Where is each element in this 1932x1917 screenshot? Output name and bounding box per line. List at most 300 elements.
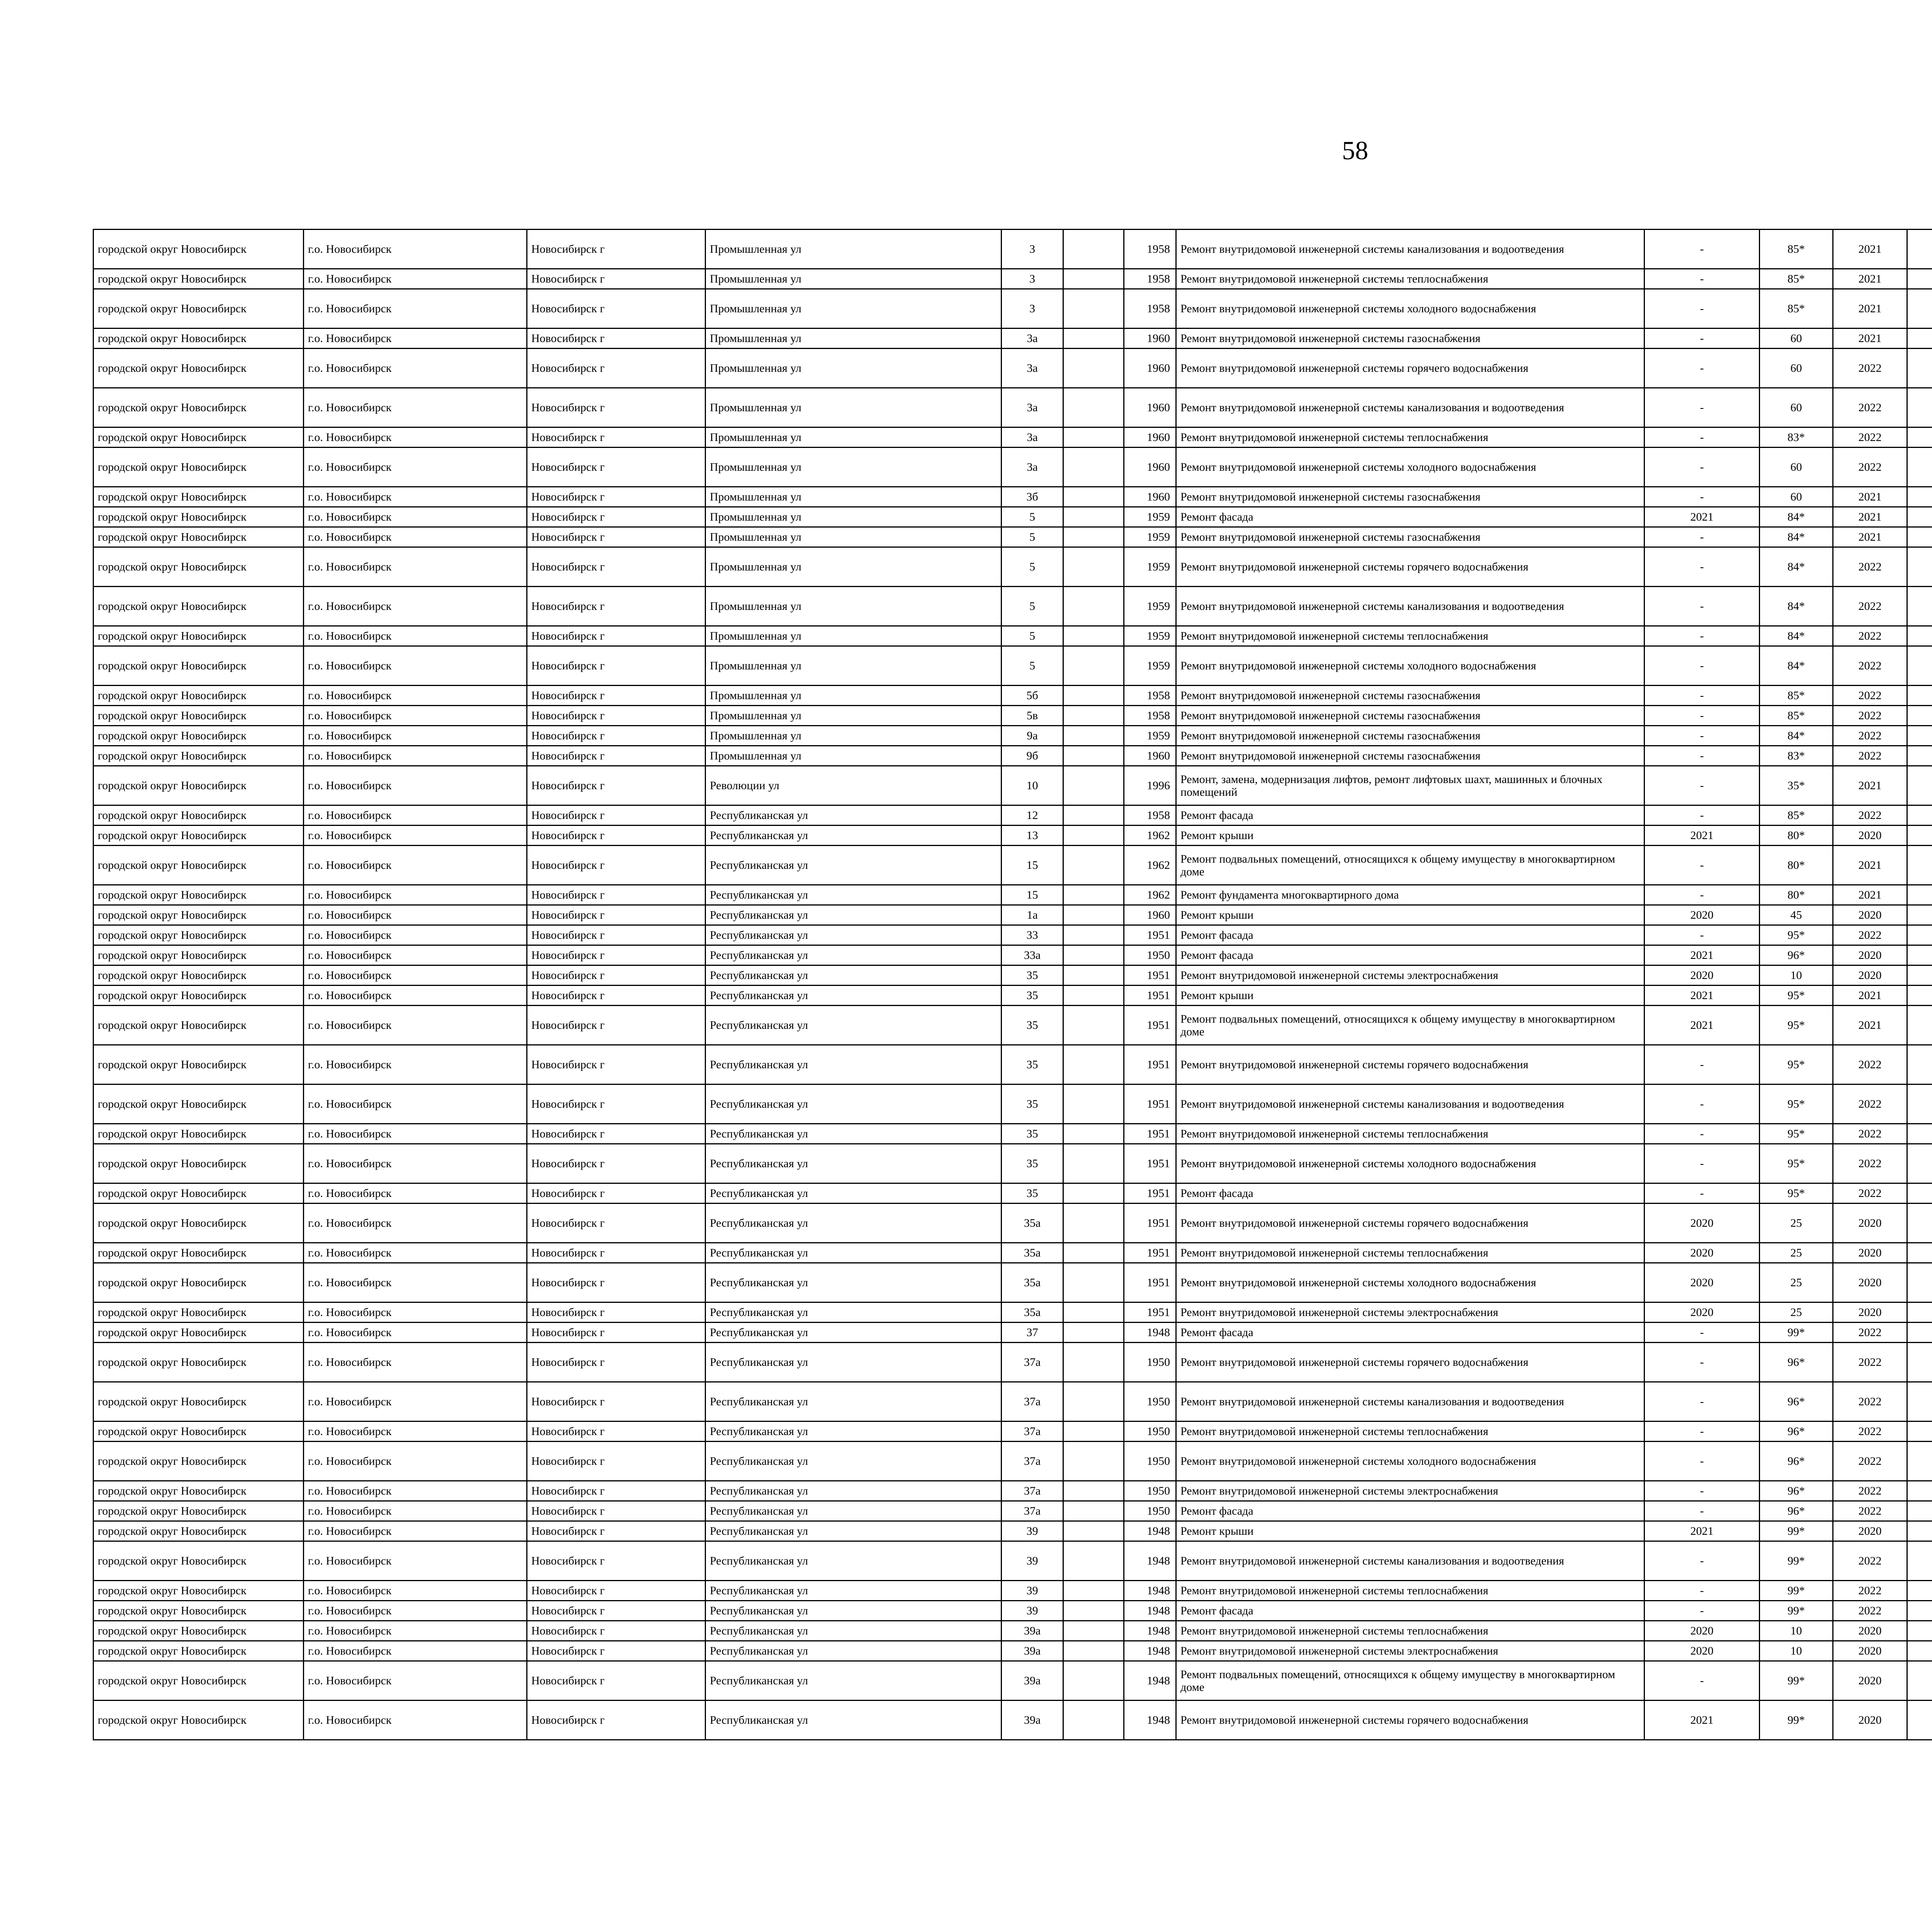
cell-year-start: 2022: [1833, 1581, 1907, 1601]
table-row: [94, 1084, 1932, 1124]
cell-year-start: 2020: [1833, 905, 1907, 925]
cell-work-type: Ремонт внутридомовой инженерной системы газоснабжения: [1176, 686, 1645, 706]
cell-house: 35а: [1002, 1204, 1063, 1243]
cell-work-type: Ремонт внутридомовой инженерной системы теплоснабжения: [1176, 1621, 1645, 1641]
cell-street: Республиканская ул: [706, 1243, 1002, 1263]
cell-year-end: [1907, 1084, 1932, 1124]
cell-year-end: [1907, 726, 1932, 746]
cell-building: [1063, 1263, 1124, 1302]
cell-year-start: 2022: [1833, 1501, 1907, 1521]
cell-building: [1063, 686, 1124, 706]
cell-wear: 25: [1760, 1263, 1833, 1302]
cell-year-start: 2022: [1833, 1183, 1907, 1204]
cell-building: [1063, 1084, 1124, 1124]
repair-program-table: [93, 229, 1932, 1740]
cell-completion-plan: -: [1645, 686, 1760, 706]
cell-street: Республиканская ул: [706, 1501, 1002, 1521]
cell-wear: 95*: [1760, 1124, 1833, 1144]
cell-year-start: 2022: [1833, 1481, 1907, 1501]
cell-settlement: г.о. Новосибирск: [304, 925, 527, 945]
cell-year-end: [1907, 1501, 1932, 1521]
cell-completion-plan: -: [1645, 1382, 1760, 1422]
cell-year-start: 2022: [1833, 1422, 1907, 1442]
cell-year-end: [1907, 547, 1932, 587]
cell-completion-plan: -: [1645, 726, 1760, 746]
cell-building: [1063, 1661, 1124, 1701]
cell-year-end: [1907, 1601, 1932, 1621]
cell-settlement: г.о. Новосибирск: [304, 1323, 527, 1343]
table-row: [94, 388, 1932, 427]
cell-house: 39а: [1002, 1661, 1063, 1701]
cell-year-start: 2022: [1833, 1045, 1907, 1084]
cell-house: 13: [1002, 826, 1063, 846]
cell-wear: 60: [1760, 448, 1833, 487]
cell-settlement: г.о. Новосибирск: [304, 1641, 527, 1661]
cell-city: Новосибирск г: [527, 626, 706, 646]
cell-house: 35: [1002, 965, 1063, 986]
cell-year-built: 1951: [1124, 1006, 1176, 1045]
cell-wear: 84*: [1760, 587, 1833, 626]
cell-year-end: [1907, 1124, 1932, 1144]
cell-street: Республиканская ул: [706, 1323, 1002, 1343]
cell-city: Новосибирск г: [527, 1701, 706, 1740]
cell-wear: 96*: [1760, 1382, 1833, 1422]
cell-completion-plan: -: [1645, 1501, 1760, 1521]
cell-city: Новосибирск г: [527, 1382, 706, 1422]
cell-completion-plan: -: [1645, 289, 1760, 329]
cell-settlement: г.о. Новосибирск: [304, 1045, 527, 1084]
cell-street: Республиканская ул: [706, 1621, 1002, 1641]
cell-year-end: [1907, 1323, 1932, 1343]
cell-year-start: 2022: [1833, 626, 1907, 646]
cell-completion-plan: -: [1645, 1144, 1760, 1183]
cell-work-type: Ремонт внутридомовой инженерной системы теплоснабжения: [1176, 1124, 1645, 1144]
cell-year-built: 1958: [1124, 289, 1176, 329]
cell-year-end: [1907, 1541, 1932, 1581]
cell-house: 39: [1002, 1541, 1063, 1581]
cell-year-built: 1951: [1124, 1183, 1176, 1204]
cell-building: [1063, 1343, 1124, 1382]
cell-wear: 99*: [1760, 1521, 1833, 1541]
cell-building: [1063, 885, 1124, 905]
cell-settlement: г.о. Новосибирск: [304, 527, 527, 547]
cell-year-end: [1907, 626, 1932, 646]
cell-building: [1063, 1382, 1124, 1422]
cell-city: Новосибирск г: [527, 1263, 706, 1302]
cell-wear: 96*: [1760, 1501, 1833, 1521]
cell-city: Новосибирск г: [527, 587, 706, 626]
cell-street: Промышленная ул: [706, 746, 1002, 766]
cell-house: 37а: [1002, 1481, 1063, 1501]
cell-house: 35: [1002, 1084, 1063, 1124]
cell-work-type: Ремонт внутридомовой инженерной системы теплоснабжения: [1176, 1243, 1645, 1263]
cell-municipality: городской округ Новосибирск: [94, 547, 304, 587]
cell-year-start: 2022: [1833, 427, 1907, 448]
cell-year-built: 1951: [1124, 965, 1176, 986]
cell-year-end: [1907, 1302, 1932, 1323]
cell-year-built: 1950: [1124, 1481, 1176, 1501]
cell-work-type: Ремонт, замена, модернизация лифтов, ремонт лифтовых шахт, машинных и блочных помещений: [1176, 766, 1645, 805]
cell-year-start: 2021: [1833, 289, 1907, 329]
cell-house: 37а: [1002, 1501, 1063, 1521]
cell-municipality: городской округ Новосибирск: [94, 1442, 304, 1481]
cell-work-type: Ремонт фасада: [1176, 805, 1645, 826]
cell-work-type: Ремонт внутридомовой инженерной системы горячего водоснабжения: [1176, 1045, 1645, 1084]
cell-municipality: городской округ Новосибирск: [94, 646, 304, 686]
cell-work-type: Ремонт внутридомовой инженерной системы холодного водоснабжения: [1176, 1263, 1645, 1302]
cell-settlement: г.о. Новосибирск: [304, 746, 527, 766]
cell-wear: 85*: [1760, 289, 1833, 329]
table-row: [94, 746, 1932, 766]
cell-wear: 99*: [1760, 1701, 1833, 1740]
cell-settlement: г.о. Новосибирск: [304, 448, 527, 487]
cell-completion-plan: -: [1645, 706, 1760, 726]
cell-completion-plan: 2020: [1645, 1302, 1760, 1323]
cell-year-built: 1951: [1124, 1243, 1176, 1263]
cell-year-start: 2022: [1833, 448, 1907, 487]
cell-year-built: 1958: [1124, 706, 1176, 726]
cell-year-start: 2020: [1833, 826, 1907, 846]
table-row: [94, 826, 1932, 846]
cell-wear: 95*: [1760, 1045, 1833, 1084]
cell-municipality: городской округ Новосибирск: [94, 1382, 304, 1422]
cell-municipality: городской округ Новосибирск: [94, 1124, 304, 1144]
cell-wear: 85*: [1760, 686, 1833, 706]
cell-municipality: городской округ Новосибирск: [94, 766, 304, 805]
cell-house: 35: [1002, 1006, 1063, 1045]
cell-year-built: 1960: [1124, 329, 1176, 349]
cell-municipality: городской округ Новосибирск: [94, 1006, 304, 1045]
cell-municipality: городской округ Новосибирск: [94, 1521, 304, 1541]
cell-street: Промышленная ул: [706, 388, 1002, 427]
cell-completion-plan: -: [1645, 626, 1760, 646]
cell-settlement: г.о. Новосибирск: [304, 1422, 527, 1442]
cell-street: Республиканская ул: [706, 1144, 1002, 1183]
cell-year-start: 2022: [1833, 726, 1907, 746]
cell-municipality: городской округ Новосибирск: [94, 388, 304, 427]
cell-municipality: городской округ Новосибирск: [94, 1204, 304, 1243]
table-row: [94, 706, 1932, 726]
cell-year-end: [1907, 587, 1932, 626]
cell-year-end: [1907, 1701, 1932, 1740]
cell-house: 37: [1002, 1323, 1063, 1343]
cell-house: 37а: [1002, 1422, 1063, 1442]
cell-municipality: городской округ Новосибирск: [94, 1343, 304, 1382]
cell-settlement: г.о. Новосибирск: [304, 706, 527, 726]
cell-city: Новосибирск г: [527, 1343, 706, 1382]
cell-wear: 99*: [1760, 1581, 1833, 1601]
cell-work-type: Ремонт внутридомовой инженерной системы электроснабжения: [1176, 1302, 1645, 1323]
cell-wear: 95*: [1760, 1006, 1833, 1045]
cell-settlement: г.о. Новосибирск: [304, 487, 527, 507]
cell-year-end: [1907, 1183, 1932, 1204]
cell-municipality: городской округ Новосибирск: [94, 1144, 304, 1183]
cell-house: 33: [1002, 925, 1063, 945]
table-row: [94, 1204, 1932, 1243]
cell-settlement: г.о. Новосибирск: [304, 846, 527, 885]
cell-building: [1063, 986, 1124, 1006]
cell-wear: 80*: [1760, 826, 1833, 846]
cell-settlement: г.о. Новосибирск: [304, 1541, 527, 1581]
cell-year-start: 2022: [1833, 706, 1907, 726]
cell-work-type: Ремонт внутридомовой инженерной системы электроснабжения: [1176, 1481, 1645, 1501]
cell-settlement: г.о. Новосибирск: [304, 1124, 527, 1144]
cell-settlement: г.о. Новосибирск: [304, 1302, 527, 1323]
cell-work-type: Ремонт подвальных помещений, относящихся к общему имуществу в многоквартирном доме: [1176, 846, 1645, 885]
cell-street: Республиканская ул: [706, 965, 1002, 986]
cell-completion-plan: 2021: [1645, 945, 1760, 965]
cell-year-end: [1907, 1521, 1932, 1541]
cell-wear: 96*: [1760, 1481, 1833, 1501]
cell-house: 15: [1002, 846, 1063, 885]
cell-year-built: 1948: [1124, 1661, 1176, 1701]
cell-work-type: Ремонт внутридомовой инженерной системы теплоснабжения: [1176, 626, 1645, 646]
cell-city: Новосибирск г: [527, 1124, 706, 1144]
cell-municipality: городской округ Новосибирск: [94, 706, 304, 726]
cell-city: Новосибирск г: [527, 1601, 706, 1621]
cell-year-end: [1907, 925, 1932, 945]
cell-wear: 45: [1760, 905, 1833, 925]
cell-year-end: [1907, 1045, 1932, 1084]
cell-work-type: Ремонт фасада: [1176, 945, 1645, 965]
cell-settlement: г.о. Новосибирск: [304, 1183, 527, 1204]
cell-completion-plan: -: [1645, 1422, 1760, 1442]
table-row: [94, 1521, 1932, 1541]
cell-completion-plan: -: [1645, 885, 1760, 905]
cell-completion-plan: -: [1645, 587, 1760, 626]
cell-work-type: Ремонт фасада: [1176, 1183, 1645, 1204]
table-row: [94, 1124, 1932, 1144]
cell-wear: 80*: [1760, 885, 1833, 905]
cell-year-end: [1907, 1243, 1932, 1263]
table-row: [94, 1045, 1932, 1084]
cell-city: Новосибирск г: [527, 547, 706, 587]
cell-building: [1063, 1701, 1124, 1740]
cell-year-built: 1962: [1124, 826, 1176, 846]
cell-year-start: 2020: [1833, 1641, 1907, 1661]
cell-year-built: 1959: [1124, 507, 1176, 527]
cell-building: [1063, 230, 1124, 269]
cell-street: Республиканская ул: [706, 1343, 1002, 1382]
cell-year-built: 1948: [1124, 1641, 1176, 1661]
cell-work-type: Ремонт крыши: [1176, 986, 1645, 1006]
table-row: [94, 1442, 1932, 1481]
cell-completion-plan: 2021: [1645, 507, 1760, 527]
cell-wear: 96*: [1760, 1422, 1833, 1442]
cell-work-type: Ремонт внутридомовой инженерной системы горячего водоснабжения: [1176, 349, 1645, 388]
cell-building: [1063, 1243, 1124, 1263]
cell-building: [1063, 965, 1124, 986]
cell-year-start: 2021: [1833, 885, 1907, 905]
cell-wear: 84*: [1760, 507, 1833, 527]
cell-completion-plan: -: [1645, 547, 1760, 587]
cell-building: [1063, 1183, 1124, 1204]
cell-year-start: 2020: [1833, 965, 1907, 986]
table-row: [94, 448, 1932, 487]
cell-year-built: 1959: [1124, 626, 1176, 646]
cell-completion-plan: -: [1645, 230, 1760, 269]
cell-street: Республиканская ул: [706, 1045, 1002, 1084]
cell-year-built: 1960: [1124, 448, 1176, 487]
cell-city: Новосибирск г: [527, 507, 706, 527]
cell-completion-plan: -: [1645, 766, 1760, 805]
cell-municipality: городской округ Новосибирск: [94, 269, 304, 289]
cell-house: 35: [1002, 1144, 1063, 1183]
cell-building: [1063, 945, 1124, 965]
cell-completion-plan: 2020: [1645, 965, 1760, 986]
cell-year-start: 2021: [1833, 846, 1907, 885]
cell-street: Промышленная ул: [706, 448, 1002, 487]
cell-year-built: 1948: [1124, 1581, 1176, 1601]
cell-completion-plan: 2020: [1645, 1641, 1760, 1661]
cell-house: 1а: [1002, 905, 1063, 925]
cell-year-start: 2020: [1833, 1243, 1907, 1263]
cell-year-start: 2022: [1833, 349, 1907, 388]
cell-year-start: 2022: [1833, 547, 1907, 587]
cell-year-built: 1951: [1124, 986, 1176, 1006]
cell-year-start: 2022: [1833, 388, 1907, 427]
cell-year-start: 2021: [1833, 1006, 1907, 1045]
cell-wear: 10: [1760, 1621, 1833, 1641]
cell-year-start: 2022: [1833, 1084, 1907, 1124]
cell-settlement: г.о. Новосибирск: [304, 986, 527, 1006]
cell-year-built: 1950: [1124, 1442, 1176, 1481]
cell-street: Промышленная ул: [706, 547, 1002, 587]
cell-house: 3а: [1002, 448, 1063, 487]
cell-city: Новосибирск г: [527, 448, 706, 487]
cell-wear: 25: [1760, 1243, 1833, 1263]
cell-year-built: 1960: [1124, 905, 1176, 925]
cell-building: [1063, 1601, 1124, 1621]
cell-house: 35: [1002, 986, 1063, 1006]
cell-completion-plan: 2020: [1645, 1204, 1760, 1243]
cell-city: Новосибирск г: [527, 1045, 706, 1084]
cell-building: [1063, 846, 1124, 885]
cell-house: 37а: [1002, 1382, 1063, 1422]
cell-year-end: [1907, 1581, 1932, 1601]
cell-year-end: [1907, 230, 1932, 269]
table-row: [94, 547, 1932, 587]
cell-city: Новосибирск г: [527, 1641, 706, 1661]
cell-completion-plan: -: [1645, 448, 1760, 487]
cell-year-end: [1907, 1422, 1932, 1442]
cell-year-end: [1907, 885, 1932, 905]
cell-wear: 95*: [1760, 1144, 1833, 1183]
cell-work-type: Ремонт внутридомовой инженерной системы горячего водоснабжения: [1176, 1701, 1645, 1740]
cell-year-start: 2021: [1833, 269, 1907, 289]
cell-year-end: [1907, 329, 1932, 349]
cell-city: Новосибирск г: [527, 1581, 706, 1601]
cell-street: Промышленная ул: [706, 706, 1002, 726]
cell-year-end: [1907, 289, 1932, 329]
cell-municipality: городской округ Новосибирск: [94, 1601, 304, 1621]
cell-city: Новосибирск г: [527, 269, 706, 289]
cell-house: 3а: [1002, 329, 1063, 349]
cell-year-start: 2020: [1833, 1701, 1907, 1740]
cell-settlement: г.о. Новосибирск: [304, 1581, 527, 1601]
cell-municipality: городской округ Новосибирск: [94, 805, 304, 826]
cell-year-end: [1907, 1641, 1932, 1661]
cell-house: 35: [1002, 1183, 1063, 1204]
cell-year-built: 1948: [1124, 1621, 1176, 1641]
cell-year-end: [1907, 388, 1932, 427]
cell-year-built: 1960: [1124, 746, 1176, 766]
cell-settlement: г.о. Новосибирск: [304, 965, 527, 986]
cell-year-built: 1951: [1124, 1204, 1176, 1243]
cell-year-end: [1907, 986, 1932, 1006]
cell-completion-plan: -: [1645, 427, 1760, 448]
cell-settlement: г.о. Новосибирск: [304, 1006, 527, 1045]
cell-year-built: 1951: [1124, 1144, 1176, 1183]
cell-year-built: 1951: [1124, 1302, 1176, 1323]
cell-settlement: г.о. Новосибирск: [304, 686, 527, 706]
table-row: [94, 1183, 1932, 1204]
cell-completion-plan: -: [1645, 1481, 1760, 1501]
cell-municipality: городской округ Новосибирск: [94, 230, 304, 269]
cell-year-built: 1959: [1124, 726, 1176, 746]
cell-building: [1063, 1204, 1124, 1243]
cell-year-start: 2022: [1833, 805, 1907, 826]
cell-building: [1063, 1422, 1124, 1442]
cell-city: Новосибирск г: [527, 1422, 706, 1442]
cell-municipality: городской округ Новосибирск: [94, 1263, 304, 1302]
cell-settlement: г.о. Новосибирск: [304, 766, 527, 805]
cell-year-end: [1907, 905, 1932, 925]
cell-house: 3: [1002, 289, 1063, 329]
cell-street: Республиканская ул: [706, 1183, 1002, 1204]
cell-year-start: 2022: [1833, 1382, 1907, 1422]
cell-year-end: [1907, 1144, 1932, 1183]
cell-completion-plan: -: [1645, 1183, 1760, 1204]
cell-city: Новосибирск г: [527, 1442, 706, 1481]
cell-year-built: 1996: [1124, 766, 1176, 805]
cell-street: Республиканская ул: [706, 1641, 1002, 1661]
cell-year-start: 2022: [1833, 1343, 1907, 1382]
table-row: [94, 626, 1932, 646]
cell-year-end: [1907, 945, 1932, 965]
cell-street: Промышленная ул: [706, 487, 1002, 507]
cell-work-type: Ремонт внутридомовой инженерной системы газоснабжения: [1176, 329, 1645, 349]
table-row: [94, 1382, 1932, 1422]
cell-work-type: Ремонт внутридомовой инженерной системы холодного водоснабжения: [1176, 289, 1645, 329]
cell-year-built: 1948: [1124, 1323, 1176, 1343]
cell-wear: 25: [1760, 1204, 1833, 1243]
cell-year-built: 1962: [1124, 846, 1176, 885]
table-row: [94, 587, 1932, 626]
table-row: [94, 686, 1932, 706]
cell-building: [1063, 507, 1124, 527]
cell-year-start: 2020: [1833, 1621, 1907, 1641]
cell-municipality: городской округ Новосибирск: [94, 329, 304, 349]
cell-building: [1063, 766, 1124, 805]
cell-year-end: [1907, 1621, 1932, 1641]
cell-city: Новосибирск г: [527, 289, 706, 329]
cell-wear: 99*: [1760, 1601, 1833, 1621]
cell-municipality: городской округ Новосибирск: [94, 965, 304, 986]
cell-municipality: городской округ Новосибирск: [94, 1302, 304, 1323]
cell-municipality: городской округ Новосибирск: [94, 349, 304, 388]
cell-house: 37а: [1002, 1442, 1063, 1481]
cell-settlement: г.о. Новосибирск: [304, 826, 527, 846]
cell-street: Республиканская ул: [706, 885, 1002, 905]
cell-year-end: [1907, 706, 1932, 726]
cell-wear: 25: [1760, 1302, 1833, 1323]
cell-settlement: г.о. Новосибирск: [304, 626, 527, 646]
cell-municipality: городской округ Новосибирск: [94, 1183, 304, 1204]
cell-house: 5в: [1002, 706, 1063, 726]
cell-building: [1063, 1581, 1124, 1601]
cell-street: Республиканская ул: [706, 826, 1002, 846]
